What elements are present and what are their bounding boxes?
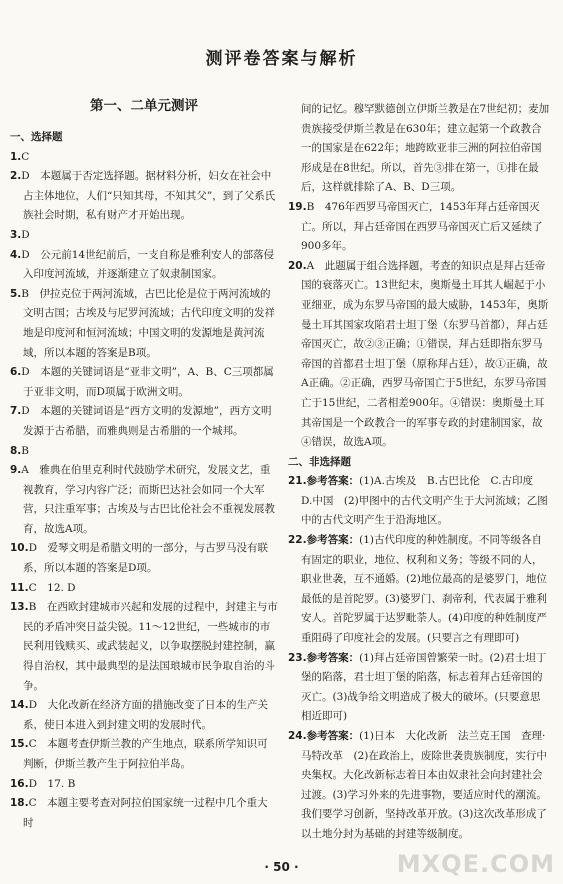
question-number: 15.: [10, 738, 29, 751]
page-title: 测评卷答案与解析: [205, 49, 358, 69]
answer-text: D 爱琴文明是希腊文明的一部分，与古罗马没有联系，所以本题的答案是D项。: [23, 542, 269, 575]
answer-label: 参考答案：: [306, 651, 360, 664]
answer-item: [288, 257, 550, 453]
answer-text: D 本题属于否定选择题。据材料分析，妇女在社会中占主体地位，人们“只知其母，不知其父”，到了父系氏族社会时期，私有财产才开始出现。: [21, 170, 276, 222]
answer-item: [10, 402, 278, 441]
section-heading-nonchoice: 二、非选择题: [288, 455, 351, 468]
answer-text: (1)拜占廷帝国曾繁荣一时。(2)君士坦丁堡的陷落，君士坦丁堡的陷落，标志着拜占廷帝国的灭亡。(3)战争给文明造成了极大的破坏。(只要意思相近即可): [301, 651, 547, 723]
answer-item: [10, 539, 278, 578]
answer-text: B: [21, 444, 30, 457]
right-column: [288, 100, 550, 845]
answer-text: (1)日本 大化改新 法兰克王国 查理·马特改革 (2)在政治上，废除世袭贵族制度，实行中央集权。大化改新标志着日本由奴隶社会向封建社会过渡。(3)学习外来的先进事物，要适应时代的潮流。我们要学习创新，坚持改革开放。(3)这次改革形成了以土地分封为基础的封建等级制度。: [301, 730, 547, 840]
question-number: 14.: [10, 699, 29, 712]
answer-item: [288, 100, 550, 198]
answer-item: [10, 775, 278, 795]
question-number: 9.: [10, 464, 22, 477]
answer-text: C: [21, 150, 30, 163]
answer-item: [10, 579, 278, 599]
answer-text: D 本题的关键词语是“亚非文明”，A、B、C三项都属于亚非文明，而D项属于欧洲文明。: [21, 366, 274, 398]
left-answer-list: [10, 148, 278, 834]
answer-text: B 476年西罗马帝国灭亡，1453年拜占廷帝国灭亡。所以，拜占廷帝国在西罗马帝国灭亡后又延续了900多年。: [301, 200, 543, 253]
answer-text: D 17. B: [28, 777, 76, 790]
question-number: 23.: [288, 651, 307, 664]
question-number: 8.: [10, 444, 22, 457]
answer-item: [288, 198, 550, 257]
watermark-logo: MXQE.COM: [396, 850, 555, 878]
answer-item: [10, 461, 278, 539]
answer-item: [10, 246, 278, 285]
answer-label: 参考答案：: [306, 475, 360, 488]
question-number: 24.: [288, 730, 307, 742]
answer-label: 参考答案：: [306, 534, 360, 547]
question-number: 4.: [10, 248, 22, 261]
right-essay-answers: [288, 472, 550, 844]
question-number: 22.: [288, 534, 307, 547]
question-number: 11.: [10, 581, 29, 594]
question-number: 5.: [10, 287, 22, 300]
answer-item: [10, 696, 278, 735]
answer-text: A 雅典在伯里克利时代鼓励学术研究，发展文艺，重视教育，学习内容广泛；而斯巴达社会如同一个大军营，只注重军事；古埃及与古巴比伦社会不重视发展教育，故选A项。: [21, 464, 275, 535]
question-number: 2.: [10, 170, 22, 183]
question-number: 18.: [10, 797, 29, 810]
answer-text: D: [21, 228, 30, 241]
answer-text: C 本题考查伊斯兰教的产生地点，联系所学知识可判断，伊斯兰教产生于阿拉伯半岛。: [23, 738, 268, 770]
answer-text: D 大化改新在经济方面的措施改变了日本的生产关系，使日本进入到封建文明的发展时代。: [23, 699, 269, 731]
question-number: 13.: [10, 601, 29, 614]
question-number: 3.: [10, 228, 22, 241]
answer-item: [288, 649, 550, 727]
answer-item: [288, 531, 550, 649]
answer-text: B 伊拉克位于两河流域，古巴比伦是位于两河流域的文明古国；古埃及与尼罗河流域；古代印度文明的发祥地是印度河和恒河流域；中国文明的发源地是黄河流域，所以本题的答案是B项。: [21, 287, 275, 359]
answer-text: D 公元前14世纪前后，一支自称是雅利安人的部落侵入印度河流域，并逐渐建立了奴隶制国家。: [21, 248, 275, 281]
section-heading-choice: 一、选择题: [10, 131, 63, 143]
answer-text: C 本题主要考查对阿拉伯国家统一过程中几个重大时: [23, 797, 268, 829]
answer-text: C 12. D: [28, 581, 76, 594]
answer-text: A 此题属于组合选择题，考查的知识点是拜占廷帝国的衰落灭亡。13世纪末，奥斯曼土耳其人崛起于小亚细亚，成为东罗马帝国的最大威胁，1453年，奥斯曼土耳其国家攻陷君士坦丁堡（东罗马首都），拜占廷帝国灭亡，故②③正确；①错误，拜占廷即指东罗马帝国的首都君士坦丁堡（原称拜占廷），故①正确，故A正确。②正确，西罗马帝国亡于5世纪，东罗马帝国亡于15世纪，二者相差900年。④错误：奥斯曼土耳其帝国是一个政教合一的军事专政的封建制国家，故④错误，故选A项。: [301, 259, 549, 449]
answer-item: [10, 285, 278, 363]
question-number: 1.: [10, 150, 22, 163]
answer-text: 间的记忆。穆罕默德创立伊斯兰教是在7世纪初；麦加贵族接受伊斯兰教是在630年；建立起第一个政教合一的国家是在622年；地跨欧亚非三洲的阿拉伯帝国形成是在8世纪。所以，首先③排在第一，①排在最后，这样就排除了A、B、D三项。: [301, 103, 550, 194]
answer-item: [10, 148, 278, 168]
answer-item: [10, 794, 278, 833]
left-column: [10, 96, 278, 833]
question-number: 6.: [10, 366, 22, 379]
answer-text: (1)A.古埃及 B.古巴比伦 C.古印度 D.中国 (2)甲图中的古代文明产生于大河流域；乙图中的古代文明产生于沿海地区。: [301, 475, 548, 527]
question-number: 20.: [288, 259, 307, 272]
answer-item: [10, 226, 278, 246]
answer-item: [10, 363, 278, 402]
answer-item: [10, 735, 278, 774]
unit-title: 第一、二单元测评: [90, 98, 198, 114]
question-number: 10.: [10, 542, 29, 555]
question-number: 16.: [10, 777, 29, 790]
right-answer-list: [288, 100, 550, 453]
answer-item: [10, 598, 278, 696]
page-number: · 50 ·: [264, 860, 299, 874]
answer-item: [10, 167, 278, 226]
question-number: 7.: [10, 405, 22, 418]
question-number: 19.: [288, 200, 307, 213]
answer-item: [288, 472, 550, 531]
answer-label: 参考答案：: [306, 730, 360, 742]
answer-text: (1)古代印度的种姓制度。不同等级各自有固定的职业，地位、权利和义务；等级不同的人，职业世袭，互不通婚。(2)地位最高的是婆罗门，地位最低的是首陀罗。(3)婆罗门、刹帝利，代表属于雅利安人。首陀罗属于达罗毗荼人。(4)印度的种姓制度严重阻碍了印度社会的发展。(只要言之有理即可): [301, 534, 547, 645]
answer-item: [10, 442, 278, 462]
answer-text: D 本题的关键词语是“西方文明的发源地”，西方文明发源于古希腊，而雅典则是古希腊的一个城邦。: [21, 405, 272, 437]
question-number: 21.: [288, 475, 307, 488]
answer-text: B 在西欧封建城市兴起和发展的过程中，封建主与市民的矛盾冲突日益尖锐。11～12世纪，一些城市的市民利用钱赎买、或武装起义，以争取摆脱封建控制，赢得自治权，其中最典型的是法国琅城市民争取自治的斗争。: [23, 601, 278, 692]
answer-item: [288, 727, 550, 845]
